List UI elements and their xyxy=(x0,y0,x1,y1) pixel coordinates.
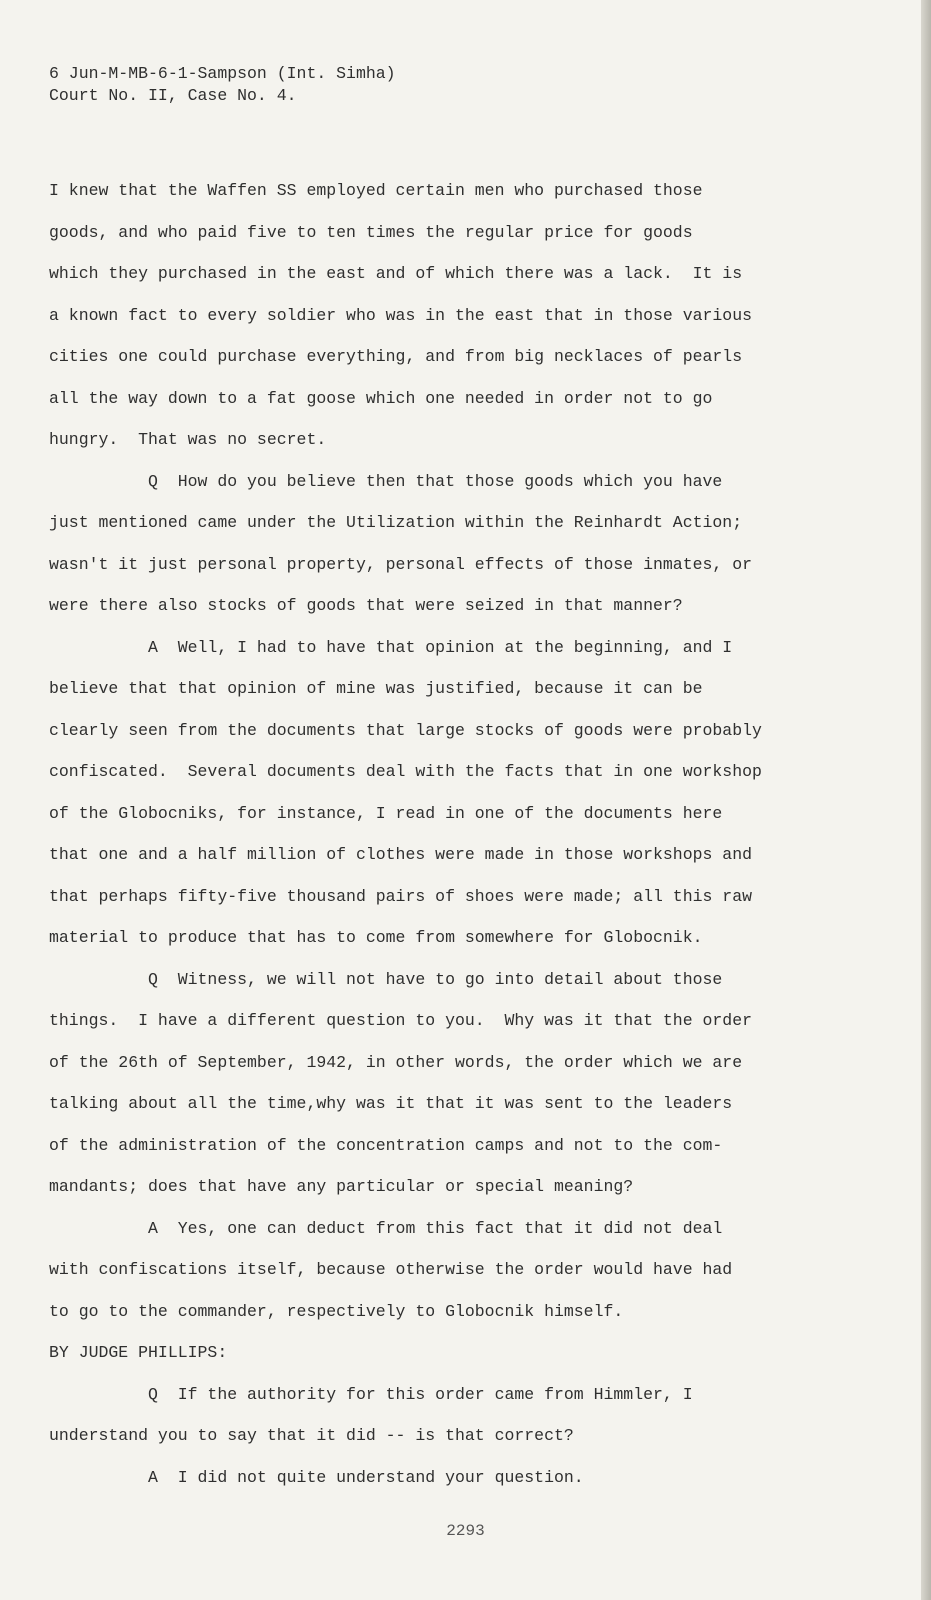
document-header xyxy=(49,63,396,107)
answer-line: A Well, I had to have that opinion at the beginning, and I xyxy=(49,637,733,657)
header-court-line: Court No. II, Case No. 4. xyxy=(49,86,297,105)
text-line: I knew that the Waffen SS employed certain men who purchased those xyxy=(49,181,703,200)
text-line: wasn't it just personal property, personal effects of those inmates, or xyxy=(49,554,753,574)
answer-line: A I did not quite understand your question. xyxy=(49,1467,584,1487)
answer-line: A Yes, one can deduct from this fact that it did not deal xyxy=(49,1218,723,1238)
text-line: believe that that opinion of mine was justified, because it can be xyxy=(49,679,703,698)
text-line: a known fact to every soldier who was in the east that in those various xyxy=(49,305,753,325)
text-line: understand you to say that it did -- is that correct? xyxy=(49,1426,574,1445)
text-line: that one and a half million of clothes were made in those workshops and xyxy=(49,845,753,864)
text-line: just mentioned came under the Utilization within the Reinhardt Action; xyxy=(49,513,743,532)
header-reference-line: 6 Jun-M-MB-6-1-Sampson (Int. Simha) xyxy=(49,64,396,83)
text-line: mandants; does that have any particular or special meaning? xyxy=(49,1177,634,1196)
text-line: which they purchased in the east and of which there was a lack. It is xyxy=(49,264,743,283)
text-line: with confiscations itself, because otherwise the order would have had xyxy=(49,1260,733,1279)
text-line: talking about all the time,why was it that it was sent to the leaders xyxy=(49,1094,733,1113)
transcript-body xyxy=(49,170,839,1498)
text-line: confiscated. Several documents deal with the facts that in one workshop xyxy=(49,762,762,781)
text-line: of the administration of the concentration camps and not to the com- xyxy=(49,1135,723,1155)
text-line: that perhaps fifty-five thousand pairs of shoes were made; all this raw xyxy=(49,886,753,906)
page-number: 2293 xyxy=(446,1522,485,1540)
question-line: Q How do you believe then that those goods which you have xyxy=(49,471,723,491)
text-line: goods, and who paid five to ten times the regular price for goods xyxy=(49,222,693,242)
text-line: of the 26th of September, 1942, in other words, the order which we are xyxy=(49,1052,743,1072)
text-line: were there also stocks of goods that were seized in that manner? xyxy=(49,596,683,615)
question-line: Q If the authority for this order came from Himmler, I xyxy=(49,1384,693,1404)
speaker-heading: BY JUDGE PHILLIPS: xyxy=(49,1343,228,1362)
text-line: clearly seen from the documents that large stocks of goods were probably xyxy=(49,720,762,740)
text-line: cities one could purchase everything, and from big necklaces of pearls xyxy=(49,347,743,366)
text-line: to go to the commander, respectively to Globocnik himself. xyxy=(49,1301,624,1321)
text-line: all the way down to a fat goose which one needed in order not to go xyxy=(49,388,713,408)
text-line: hungry. That was no secret. xyxy=(49,430,327,449)
text-line: material to produce that has to come from somewhere for Globocnik. xyxy=(49,928,703,947)
text-line: things. I have a different question to you. Why was it that the order xyxy=(49,1011,753,1030)
text-line: of the Globocniks, for instance, I read in one of the documents here xyxy=(49,803,723,823)
question-line: Q Witness, we will not have to go into detail about those xyxy=(49,969,723,989)
